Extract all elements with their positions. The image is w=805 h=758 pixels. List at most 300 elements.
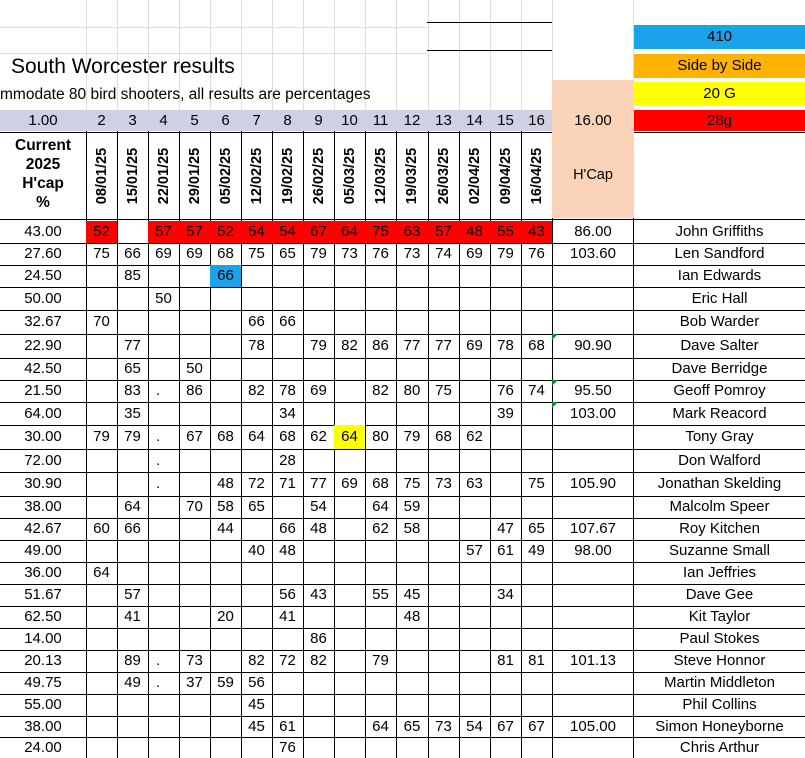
- score-cell[interactable]: [272, 334, 303, 358]
- score-cell[interactable]: [117, 562, 148, 584]
- score-cell[interactable]: [365, 672, 396, 694]
- score-cell[interactable]: [521, 737, 552, 758]
- shooter-name-cell[interactable]: Jonathan Skelding: [657, 475, 782, 492]
- score-cell[interactable]: [86, 672, 117, 694]
- score-cell[interactable]: [490, 672, 521, 694]
- score-cell[interactable]: 50: [186, 360, 203, 377]
- hcap-cell[interactable]: [552, 606, 634, 628]
- score-cell[interactable]: [210, 737, 241, 758]
- score-cell[interactable]: [428, 672, 459, 694]
- score-cell[interactable]: [334, 518, 365, 540]
- score-cell[interactable]: 77: [124, 337, 141, 354]
- score-cell[interactable]: 39: [497, 405, 514, 422]
- score-cell[interactable]: [334, 562, 365, 584]
- score-cell[interactable]: 43: [310, 586, 327, 603]
- score-cell[interactable]: 86: [310, 630, 327, 647]
- score-cell[interactable]: [241, 287, 272, 310]
- score-cell[interactable]: 62: [310, 428, 327, 445]
- score-cell[interactable]: [272, 358, 303, 380]
- current-hcap-cell[interactable]: 51.67: [24, 586, 62, 603]
- score-cell[interactable]: [365, 287, 396, 310]
- score-cell[interactable]: [210, 540, 241, 562]
- score-cell[interactable]: 80: [372, 428, 389, 445]
- current-hcap-cell[interactable]: 62.50: [24, 608, 62, 625]
- score-cell[interactable]: [241, 402, 272, 425]
- current-hcap-cell[interactable]: 22.90: [24, 337, 62, 354]
- score-cell[interactable]: [428, 310, 459, 334]
- score-cell[interactable]: [521, 310, 552, 334]
- shooter-name-cell[interactable]: Len Sandford: [674, 245, 765, 262]
- score-cell[interactable]: 48: [310, 520, 327, 537]
- score-cell[interactable]: [365, 737, 396, 758]
- score-cell[interactable]: [179, 737, 210, 758]
- score-cell[interactable]: [334, 287, 365, 310]
- score-cell[interactable]: [459, 265, 490, 287]
- score-cell[interactable]: [521, 496, 552, 518]
- score-cell[interactable]: [210, 380, 241, 402]
- score-cell[interactable]: 74: [528, 382, 545, 399]
- score-cell[interactable]: [148, 265, 179, 287]
- score-cell[interactable]: 79: [310, 337, 327, 354]
- score-cell[interactable]: [396, 540, 428, 562]
- score-cell[interactable]: 48: [459, 221, 490, 243]
- score-cell[interactable]: [117, 310, 148, 334]
- score-cell[interactable]: [210, 716, 241, 737]
- score-cell[interactable]: 82: [248, 382, 265, 399]
- hcap-cell[interactable]: 101.13: [570, 652, 616, 669]
- score-cell[interactable]: 67: [528, 718, 545, 735]
- current-hcap-cell[interactable]: 32.67: [24, 313, 62, 330]
- score-cell[interactable]: [241, 518, 272, 540]
- score-cell[interactable]: [428, 737, 459, 758]
- hcap-cell[interactable]: [552, 584, 634, 606]
- shooter-name-cell[interactable]: Don Walford: [678, 452, 761, 469]
- score-cell[interactable]: [303, 672, 334, 694]
- current-hcap-cell[interactable]: 42.67: [24, 520, 62, 537]
- score-cell[interactable]: [179, 402, 210, 425]
- hcap-cell[interactable]: [552, 310, 634, 334]
- score-cell[interactable]: 41: [279, 608, 296, 625]
- score-cell[interactable]: [272, 694, 303, 716]
- score-cell[interactable]: 45: [248, 718, 265, 735]
- hcap-cell[interactable]: [552, 737, 634, 758]
- score-cell[interactable]: 70: [93, 313, 110, 330]
- score-cell[interactable]: [272, 287, 303, 310]
- score-cell[interactable]: 75: [403, 475, 421, 492]
- score-cell[interactable]: [148, 334, 179, 358]
- score-cell[interactable]: 66: [248, 313, 265, 330]
- score-cell[interactable]: 73: [186, 652, 203, 669]
- score-cell[interactable]: 72: [279, 652, 296, 669]
- score-cell[interactable]: [459, 650, 490, 672]
- score-cell[interactable]: [428, 287, 459, 310]
- score-cell[interactable]: 69: [466, 245, 483, 262]
- score-cell[interactable]: [210, 287, 241, 310]
- score-cell[interactable]: [334, 650, 365, 672]
- score-cell[interactable]: [148, 562, 179, 584]
- hcap-cell[interactable]: [552, 562, 634, 584]
- score-cell[interactable]: [459, 310, 490, 334]
- score-cell[interactable]: [428, 402, 459, 425]
- score-cell[interactable]: [521, 265, 552, 287]
- score-cell[interactable]: [459, 562, 490, 584]
- score-cell[interactable]: [428, 540, 459, 562]
- score-cell[interactable]: [241, 606, 272, 628]
- score-cell[interactable]: [334, 694, 365, 716]
- score-cell[interactable]: .: [156, 452, 161, 469]
- score-cell[interactable]: 67: [303, 221, 334, 243]
- shooter-name-cell[interactable]: Dave Berridge: [671, 360, 768, 377]
- score-cell[interactable]: [241, 628, 272, 650]
- score-cell[interactable]: 71: [279, 475, 296, 492]
- score-cell[interactable]: [272, 672, 303, 694]
- score-cell[interactable]: 69: [186, 245, 203, 262]
- score-cell[interactable]: [303, 265, 334, 287]
- score-cell[interactable]: 86: [372, 337, 389, 354]
- score-cell[interactable]: [241, 265, 272, 287]
- score-cell[interactable]: [179, 584, 210, 606]
- current-hcap-cell[interactable]: 36.00: [24, 564, 62, 581]
- score-cell[interactable]: .: [156, 382, 161, 399]
- score-cell[interactable]: [490, 287, 521, 310]
- score-cell[interactable]: [86, 540, 117, 562]
- hcap-cell[interactable]: 105.90: [570, 475, 616, 492]
- score-cell[interactable]: [490, 562, 521, 584]
- score-cell[interactable]: [521, 672, 552, 694]
- score-cell[interactable]: 45: [403, 586, 421, 603]
- score-cell[interactable]: [210, 358, 241, 380]
- score-cell[interactable]: [365, 310, 396, 334]
- score-cell[interactable]: [334, 265, 365, 287]
- score-cell[interactable]: 75: [528, 475, 545, 492]
- shooter-name-cell[interactable]: Bob Warder: [679, 313, 760, 330]
- score-cell[interactable]: 76: [497, 382, 514, 399]
- score-cell[interactable]: 67: [186, 428, 203, 445]
- current-hcap-cell[interactable]: 50.00: [24, 290, 62, 307]
- score-cell[interactable]: 65: [279, 245, 296, 262]
- current-hcap-cell[interactable]: 55.00: [24, 696, 62, 713]
- score-cell[interactable]: [490, 694, 521, 716]
- score-cell[interactable]: [117, 628, 148, 650]
- score-cell[interactable]: 76: [372, 245, 389, 262]
- score-cell[interactable]: [117, 540, 148, 562]
- shooter-name-cell[interactable]: Mark Reacord: [672, 405, 767, 422]
- score-cell[interactable]: [241, 737, 272, 758]
- hcap-cell[interactable]: [552, 628, 634, 650]
- score-cell[interactable]: 57: [466, 542, 483, 559]
- score-cell[interactable]: [396, 449, 428, 472]
- score-cell[interactable]: [490, 496, 521, 518]
- score-cell[interactable]: [428, 606, 459, 628]
- score-cell[interactable]: [521, 694, 552, 716]
- score-cell[interactable]: [148, 310, 179, 334]
- score-cell[interactable]: 68: [217, 245, 234, 262]
- hcap-cell[interactable]: 86.00: [574, 223, 612, 240]
- score-cell[interactable]: [272, 496, 303, 518]
- score-cell[interactable]: [210, 584, 241, 606]
- score-cell[interactable]: 48: [279, 542, 296, 559]
- score-cell[interactable]: [428, 694, 459, 716]
- score-cell[interactable]: [365, 606, 396, 628]
- score-cell[interactable]: [86, 716, 117, 737]
- score-cell[interactable]: [428, 518, 459, 540]
- score-cell[interactable]: [396, 358, 428, 380]
- shooter-name-cell[interactable]: John Griffiths: [675, 223, 764, 240]
- score-cell[interactable]: [521, 449, 552, 472]
- score-cell[interactable]: 64: [248, 428, 265, 445]
- current-hcap-cell[interactable]: 30.90: [24, 475, 62, 492]
- score-cell[interactable]: [210, 562, 241, 584]
- score-cell[interactable]: 28: [279, 452, 296, 469]
- score-cell[interactable]: 59: [403, 498, 421, 515]
- score-cell[interactable]: [365, 402, 396, 425]
- score-cell[interactable]: [396, 287, 428, 310]
- score-cell[interactable]: 77: [310, 475, 327, 492]
- score-cell[interactable]: [241, 358, 272, 380]
- score-cell[interactable]: [365, 694, 396, 716]
- score-cell[interactable]: [210, 650, 241, 672]
- score-cell[interactable]: [365, 628, 396, 650]
- score-cell[interactable]: [396, 694, 428, 716]
- score-cell[interactable]: 59: [217, 674, 234, 691]
- score-cell[interactable]: [148, 606, 179, 628]
- score-cell[interactable]: [86, 380, 117, 402]
- score-cell[interactable]: [334, 628, 365, 650]
- score-cell[interactable]: [179, 606, 210, 628]
- score-cell[interactable]: [86, 496, 117, 518]
- score-cell[interactable]: [459, 694, 490, 716]
- score-cell[interactable]: 73: [435, 475, 452, 492]
- score-cell[interactable]: 83: [124, 382, 141, 399]
- score-cell[interactable]: 56: [279, 586, 296, 603]
- score-cell[interactable]: 65: [124, 360, 141, 377]
- hcap-cell[interactable]: [552, 287, 634, 310]
- score-cell[interactable]: 89: [124, 652, 141, 669]
- score-cell[interactable]: [459, 358, 490, 380]
- score-cell[interactable]: [428, 584, 459, 606]
- score-cell[interactable]: 66: [124, 520, 141, 537]
- score-cell[interactable]: [117, 221, 148, 243]
- score-cell[interactable]: [179, 334, 210, 358]
- score-cell[interactable]: 68: [528, 337, 545, 354]
- score-cell[interactable]: 57: [428, 221, 459, 243]
- current-hcap-cell[interactable]: 64.00: [24, 405, 62, 422]
- score-cell[interactable]: 48: [217, 475, 234, 492]
- score-cell[interactable]: 50: [155, 290, 172, 307]
- current-hcap-cell[interactable]: 38.00: [24, 498, 62, 515]
- score-cell[interactable]: [334, 584, 365, 606]
- score-cell[interactable]: [117, 472, 148, 496]
- current-hcap-cell[interactable]: 27.60: [24, 245, 62, 262]
- score-cell[interactable]: 45: [248, 696, 265, 713]
- shooter-name-cell[interactable]: Ian Edwards: [677, 267, 762, 284]
- score-cell[interactable]: 65: [403, 718, 421, 735]
- score-cell[interactable]: [148, 628, 179, 650]
- score-cell[interactable]: [303, 716, 334, 737]
- score-cell[interactable]: [179, 716, 210, 737]
- score-cell[interactable]: [334, 672, 365, 694]
- score-cell[interactable]: [148, 358, 179, 380]
- score-cell[interactable]: 20: [217, 608, 234, 625]
- score-cell[interactable]: [148, 694, 179, 716]
- shooter-name-cell[interactable]: Paul Stokes: [679, 630, 760, 647]
- score-cell[interactable]: [241, 449, 272, 472]
- score-cell[interactable]: [210, 310, 241, 334]
- hcap-cell[interactable]: 105.00: [570, 718, 616, 735]
- score-cell[interactable]: 69: [341, 475, 358, 492]
- score-cell[interactable]: 41: [124, 608, 141, 625]
- score-cell[interactable]: 58: [217, 498, 234, 515]
- shooter-name-cell[interactable]: Steve Honnor: [673, 652, 766, 669]
- score-cell[interactable]: .: [156, 652, 161, 669]
- score-cell[interactable]: 75: [248, 245, 265, 262]
- score-cell[interactable]: 73: [435, 718, 452, 735]
- score-cell[interactable]: 77: [403, 337, 421, 354]
- score-cell[interactable]: 68: [372, 475, 389, 492]
- score-cell[interactable]: 77: [435, 337, 452, 354]
- score-cell[interactable]: 69: [310, 382, 327, 399]
- score-cell[interactable]: [86, 287, 117, 310]
- score-cell[interactable]: [117, 694, 148, 716]
- shooter-name-cell[interactable]: Malcolm Speer: [669, 498, 770, 515]
- hcap-cell[interactable]: [552, 358, 634, 380]
- score-cell[interactable]: [459, 449, 490, 472]
- score-cell[interactable]: [86, 265, 117, 287]
- score-cell[interactable]: [303, 358, 334, 380]
- current-hcap-cell[interactable]: 49.00: [24, 542, 62, 559]
- score-cell[interactable]: 34: [497, 586, 514, 603]
- score-cell[interactable]: [365, 562, 396, 584]
- score-cell[interactable]: [179, 287, 210, 310]
- score-cell[interactable]: [490, 265, 521, 287]
- score-cell[interactable]: [148, 540, 179, 562]
- score-cell[interactable]: [210, 334, 241, 358]
- score-cell[interactable]: 55: [372, 586, 389, 603]
- score-cell[interactable]: [459, 380, 490, 402]
- score-cell[interactable]: [334, 606, 365, 628]
- score-cell[interactable]: 66: [210, 265, 241, 287]
- score-cell[interactable]: [365, 540, 396, 562]
- score-cell[interactable]: [521, 584, 552, 606]
- hcap-cell[interactable]: 103.00: [570, 405, 616, 422]
- current-hcap-cell[interactable]: 21.50: [24, 382, 62, 399]
- score-cell[interactable]: 64: [372, 498, 389, 515]
- score-cell[interactable]: [490, 425, 521, 449]
- shooter-name-cell[interactable]: Dave Salter: [680, 337, 759, 354]
- score-cell[interactable]: 68: [217, 428, 234, 445]
- score-cell[interactable]: [490, 358, 521, 380]
- score-cell[interactable]: 67: [497, 718, 514, 735]
- score-cell[interactable]: [303, 449, 334, 472]
- score-cell[interactable]: 64: [334, 425, 365, 449]
- score-cell[interactable]: 47: [497, 520, 514, 537]
- score-cell[interactable]: 66: [279, 313, 296, 330]
- score-cell[interactable]: [490, 628, 521, 650]
- hcap-cell[interactable]: [552, 694, 634, 716]
- score-cell[interactable]: [86, 694, 117, 716]
- score-cell[interactable]: [365, 449, 396, 472]
- hcap-cell[interactable]: 98.00: [574, 542, 612, 559]
- score-cell[interactable]: 43: [521, 221, 552, 243]
- score-cell[interactable]: [86, 584, 117, 606]
- score-cell[interactable]: [365, 358, 396, 380]
- current-hcap-cell[interactable]: 49.75: [24, 674, 62, 691]
- score-cell[interactable]: 70: [186, 498, 203, 515]
- score-cell[interactable]: [86, 358, 117, 380]
- hcap-cell[interactable]: 95.50: [574, 382, 612, 399]
- score-cell[interactable]: [241, 584, 272, 606]
- score-cell[interactable]: [459, 628, 490, 650]
- score-cell[interactable]: 49: [124, 674, 141, 691]
- score-cell[interactable]: [117, 716, 148, 737]
- score-cell[interactable]: [179, 265, 210, 287]
- score-cell[interactable]: [459, 496, 490, 518]
- score-cell[interactable]: [334, 540, 365, 562]
- score-cell[interactable]: [396, 310, 428, 334]
- score-cell[interactable]: 63: [466, 475, 483, 492]
- shooter-name-cell[interactable]: Kit Taylor: [688, 608, 751, 625]
- score-cell[interactable]: 74: [435, 245, 452, 262]
- score-cell[interactable]: [428, 562, 459, 584]
- score-cell[interactable]: 64: [124, 498, 141, 515]
- hcap-cell[interactable]: 90.90: [574, 337, 612, 354]
- score-cell[interactable]: [303, 562, 334, 584]
- score-cell[interactable]: 86: [186, 382, 203, 399]
- score-cell[interactable]: [117, 449, 148, 472]
- score-cell[interactable]: [179, 628, 210, 650]
- score-cell[interactable]: [521, 425, 552, 449]
- score-cell[interactable]: 66: [279, 520, 296, 537]
- score-cell[interactable]: [303, 287, 334, 310]
- score-cell[interactable]: [303, 402, 334, 425]
- score-cell[interactable]: 76: [528, 245, 545, 262]
- score-cell[interactable]: [459, 402, 490, 425]
- score-cell[interactable]: [303, 606, 334, 628]
- score-cell[interactable]: [179, 540, 210, 562]
- current-hcap-cell[interactable]: 38.00: [24, 718, 62, 735]
- score-cell[interactable]: 35: [124, 405, 141, 422]
- shooter-name-cell[interactable]: Chris Arthur: [679, 739, 760, 756]
- score-cell[interactable]: [272, 628, 303, 650]
- score-cell[interactable]: .: [156, 475, 161, 492]
- score-cell[interactable]: 54: [241, 221, 272, 243]
- hcap-cell[interactable]: [552, 425, 634, 449]
- score-cell[interactable]: [365, 265, 396, 287]
- score-cell[interactable]: 56: [248, 674, 265, 691]
- score-cell[interactable]: 66: [124, 245, 141, 262]
- score-cell[interactable]: [396, 650, 428, 672]
- score-cell[interactable]: [86, 334, 117, 358]
- score-cell[interactable]: [490, 310, 521, 334]
- score-cell[interactable]: [521, 562, 552, 584]
- score-cell[interactable]: [148, 496, 179, 518]
- score-cell[interactable]: [396, 737, 428, 758]
- score-cell[interactable]: [428, 358, 459, 380]
- score-cell[interactable]: 82: [310, 652, 327, 669]
- score-cell[interactable]: [210, 628, 241, 650]
- score-cell[interactable]: [334, 716, 365, 737]
- score-cell[interactable]: [179, 472, 210, 496]
- score-cell[interactable]: 64: [334, 221, 365, 243]
- score-cell[interactable]: [396, 562, 428, 584]
- score-cell[interactable]: [428, 265, 459, 287]
- score-cell[interactable]: [490, 472, 521, 496]
- score-cell[interactable]: 82: [372, 382, 389, 399]
- score-cell[interactable]: [86, 650, 117, 672]
- score-cell[interactable]: 73: [403, 245, 421, 262]
- score-cell[interactable]: [210, 402, 241, 425]
- score-cell[interactable]: [117, 287, 148, 310]
